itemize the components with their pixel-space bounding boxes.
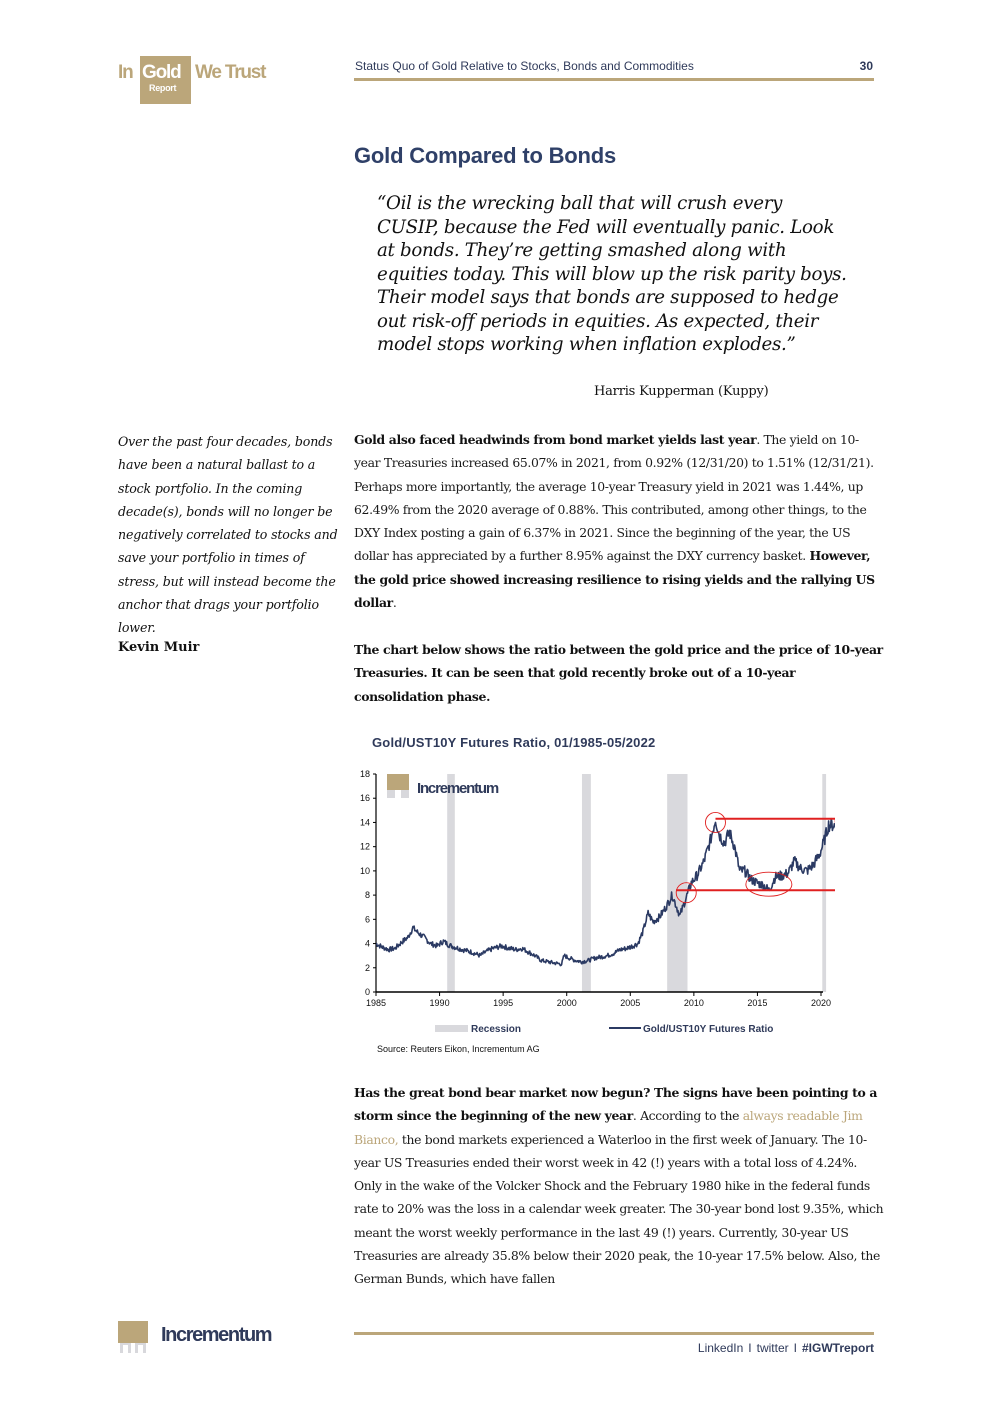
paragraph-emphasis: However, the gold price showed increasing resilience to rising yields and the rallying US dollar xyxy=(354,548,875,611)
twitter-link[interactable]: twitter xyxy=(756,1341,789,1355)
header-rule xyxy=(354,78,874,81)
incrementum-watermark xyxy=(387,774,409,798)
x-tick-label: 1985 xyxy=(365,998,387,1008)
watermark-text: Incrementum xyxy=(417,780,498,797)
x-tick-label: 2000 xyxy=(556,998,577,1008)
hashtag-link[interactable]: #IGWTreport xyxy=(801,1341,874,1355)
y-tick-label: 8 xyxy=(364,890,370,901)
linkedin-link[interactable]: LinkedIn xyxy=(697,1341,744,1355)
footer-logo-text: Incrementum xyxy=(161,1324,272,1346)
footer-separator: I xyxy=(793,1341,797,1355)
x-tick-label: 2005 xyxy=(620,998,641,1008)
jim-bianco-link[interactable]: always readable Jim Bianco, xyxy=(354,1108,863,1147)
x-tick-label: 2010 xyxy=(683,998,704,1008)
paragraph-chart-intro-text: The chart below shows the ratio between the gold price and the price of 10-year Treasuries. It can be seen that gold recently broke out of a 10-year consolidation phase. xyxy=(354,642,883,704)
y-tick-label: 12 xyxy=(359,841,370,852)
paragraph-end: . xyxy=(392,595,397,611)
recession-band xyxy=(447,774,455,992)
logo-report: Report xyxy=(149,83,177,93)
epigraph-quote: “Oil is the wrecking ball that will crush every CUSIP, because the Fed will eventually panic. Look at bonds. They’re getting smashed along with equities today. This will blow up the risk parity boys. Their model says that bonds are supposed to hedge out risk-off periods in equities. As expected, their model stops working when inflation explodes.” xyxy=(377,193,847,355)
footer-links xyxy=(698,1341,874,1355)
paragraph-bond-bear-market xyxy=(354,1081,884,1291)
y-tick-label: 2 xyxy=(364,962,370,973)
paragraph-bond-yields xyxy=(354,428,884,614)
y-tick-label: 14 xyxy=(359,817,370,828)
paragraph-lead: Has the great bond bear market now begun? The signs have been pointing to a storm since the beginning of the new year xyxy=(354,1085,878,1124)
epigraph-author: Harris Kupperman (Kuppy) xyxy=(594,384,769,399)
logo-we-trust: We Trust xyxy=(195,62,266,83)
logo-gold: Gold xyxy=(142,62,181,83)
ratio-series-line xyxy=(376,794,835,965)
legend-series-label: Gold/UST10Y Futures Ratio xyxy=(643,1024,774,1035)
y-tick-label: 10 xyxy=(359,865,370,876)
x-tick-label: 2020 xyxy=(810,998,832,1008)
section-title: Gold Compared to Bonds xyxy=(354,143,617,168)
paragraph-body: . The yield on 10-year Treasuries increased 65.07% in 2021, from 0.92% (12/31/20) to 1.51% (12/31/21). Perhaps more importantly, the average 10-year Treasury yield in 2021 was 1.44%, up 62.49% from the 2020 average of 0.88%. This contributed, among other things, to the DXY Index posting a gain of 6.37% in 2021. Since the beginning of the year, the US dollar has appreciated by a further 8.95% against the DXY currency basket. xyxy=(354,432,874,564)
footer-separator: I xyxy=(748,1341,752,1355)
legend-recession-label: Recession xyxy=(471,1024,522,1035)
chart-title: Gold/UST10Y Futures Ratio, 01/1985-05/2022 xyxy=(372,735,656,750)
legend-recession-swatch xyxy=(435,1025,468,1032)
sidebar-quote: Over the past four decades, bonds have been a natural ballast to a stock portfolio. In the coming decade(s), bonds will no longer be negatively correlated to stocks and save your portfolio in times of stress, but will instead become the anchor that drags your portfolio lower. xyxy=(118,434,338,636)
x-tick-label: 1990 xyxy=(429,998,450,1008)
chart-source: Source: Reuters Eikon, Incrementum AG xyxy=(377,1044,540,1054)
gold-ust10y-ratio-chart xyxy=(355,760,835,1050)
paragraph-lead: Gold also faced headwinds from bond market yields last year xyxy=(354,432,757,447)
y-tick-label: 18 xyxy=(359,769,370,779)
logo-in: In xyxy=(118,62,133,83)
y-tick-label: 16 xyxy=(359,793,370,804)
paragraph-body: . According to the xyxy=(632,1108,743,1124)
x-tick-label: 1995 xyxy=(493,998,514,1008)
y-tick-label: 4 xyxy=(364,938,370,949)
page-number: 30 xyxy=(859,59,873,73)
recession-band xyxy=(822,774,826,992)
sidebar-quote-author: Kevin Muir xyxy=(118,640,200,655)
x-tick-label: 2015 xyxy=(747,998,768,1008)
paragraph-chart-intro xyxy=(354,638,884,708)
y-tick-label: 6 xyxy=(364,914,370,925)
paragraph-body-continued: the bond markets experienced a Waterloo in the first week of January. The 10-year US Treasuries ended their worst week in 42 (!) years with a total loss of 4.24%. Only in the wake of the Volcker Shock and the February 1980 hike in the federal funds rate to 20% was the loss in a calendar week greater. The 30-year bond lost 9.35%, which meant the worst weekly performance in the last 49 (!) years. Currently, 30-year US Treasuries are already 35.8% below their 2020 peak, the 10-year 17.5% below. Also, the German Bunds, which have fallen xyxy=(354,1131,884,1287)
footer-rule xyxy=(354,1332,874,1335)
y-tick-label: 0 xyxy=(364,987,370,997)
incrementum-footer-logo xyxy=(118,1321,288,1355)
running-header-title: Status Quo of Gold Relative to Stocks, Bonds and Commodities xyxy=(355,59,694,73)
incrementum-emblem-icon xyxy=(118,1321,150,1355)
in-gold-we-trust-logo xyxy=(118,56,288,104)
